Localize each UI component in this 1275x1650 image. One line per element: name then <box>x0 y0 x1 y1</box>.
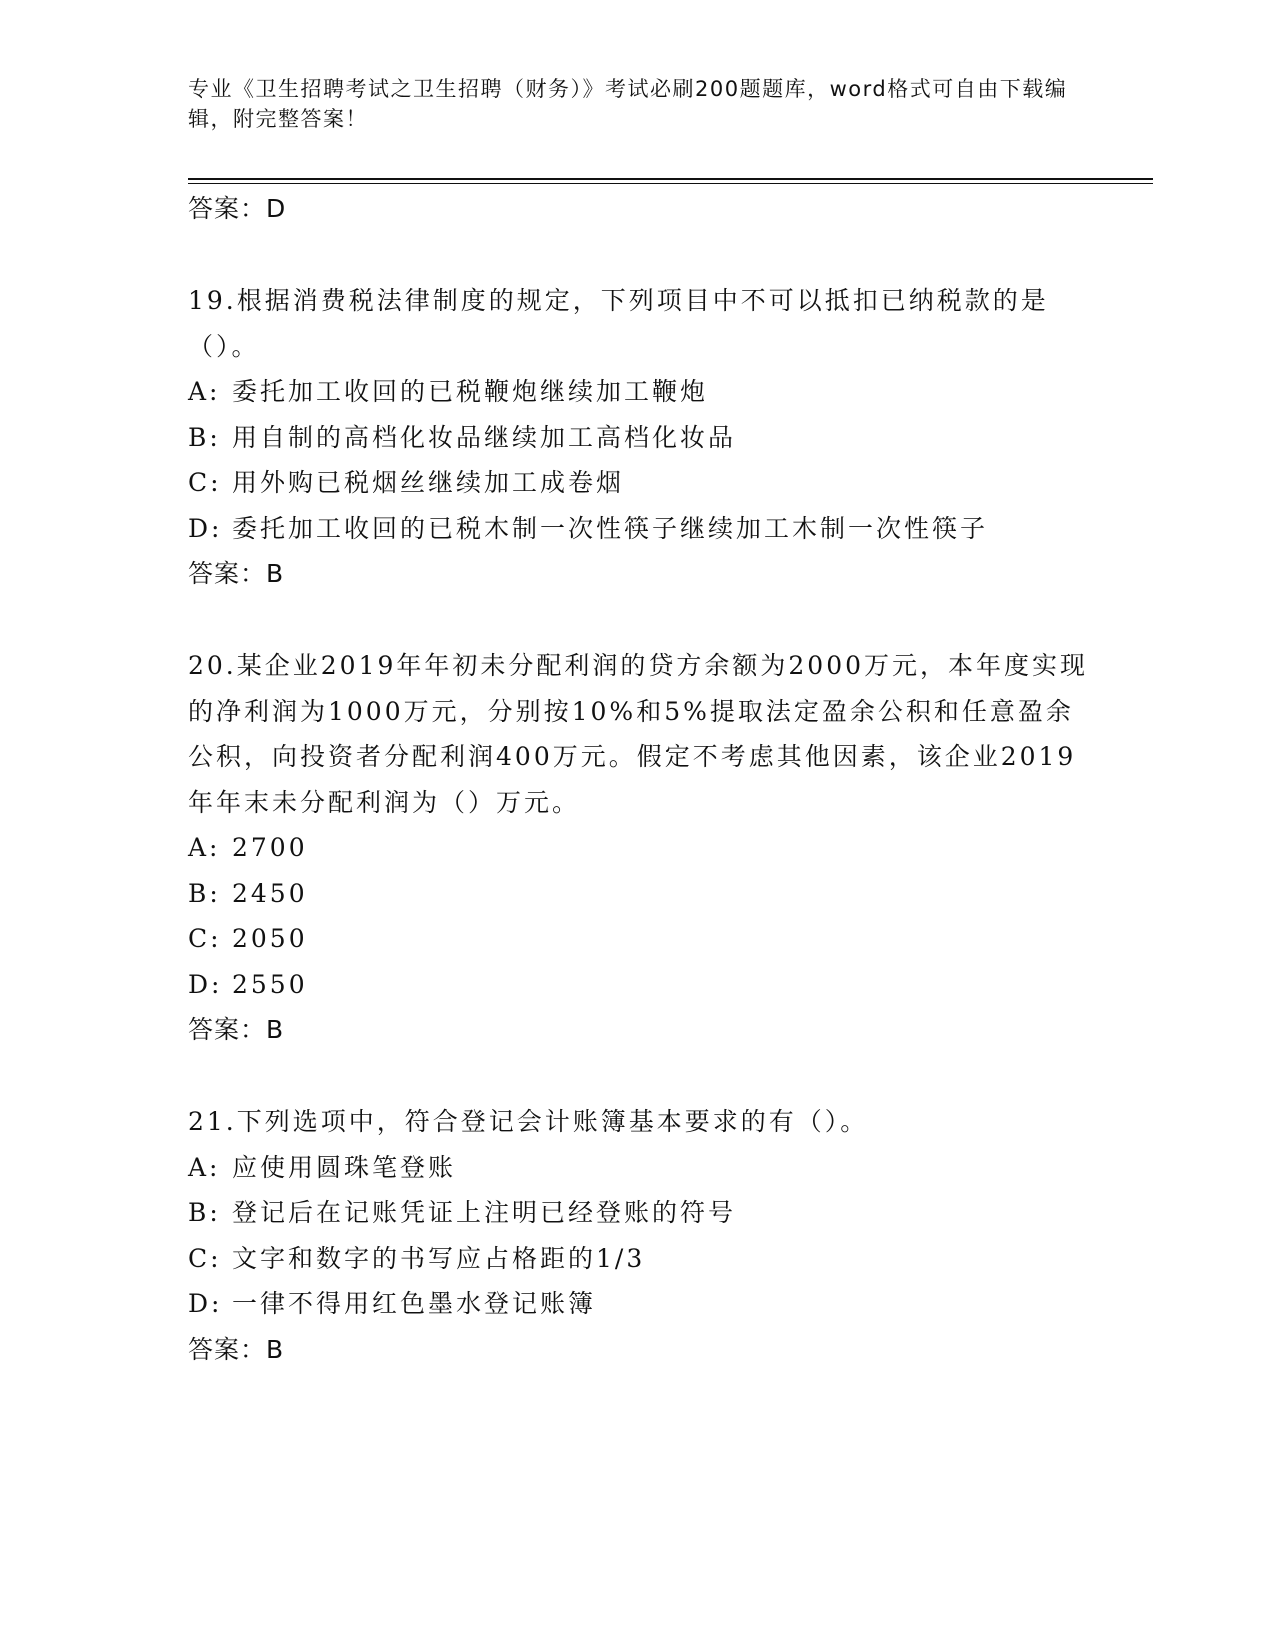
previous-answer: 答案：D <box>188 194 287 223</box>
option-letter: A: <box>188 833 221 862</box>
question-text: 20.某企业2019年年初未分配利润的贷方余额为2000万元，本年度实现的净利润为1000万元，分别按10%和5%提取法定盈余公积和任意盈余公积，向投资者分配利润400万元。假定不考虑其他因素，该企业2019年年末未分配利润为（）万元。 <box>188 651 1089 817</box>
option-letter: D: <box>188 513 223 543</box>
question-block <box>188 1099 1088 1373</box>
option-letter: A: <box>188 1152 221 1182</box>
option-d <box>188 506 1088 552</box>
option-text: 2450 <box>232 878 308 908</box>
option-text: 委托加工收回的已税木制一次性筷子继续加工木制一次性筷子 <box>232 513 989 543</box>
option-b <box>188 871 1088 917</box>
option-text: 用自制的高档化妆品继续加工高档化妆品 <box>232 422 737 452</box>
option-c <box>188 460 1088 506</box>
question-text: 19.根据消费税法律制度的规定，下列项目中不可以抵扣已纳税款的是（）。 <box>188 286 1049 361</box>
option-letter: B: <box>188 422 221 452</box>
option-a <box>188 825 1088 871</box>
option-text: 文字和数字的书写应占格距的1/3 <box>232 1243 646 1273</box>
option-a <box>188 369 1088 415</box>
page-header: 专业《卫生招聘考试之卫生招聘（财务）》考试必刷200题题库，word格式可自由下载编辑，附完整答案！ <box>188 77 1068 131</box>
option-letter: B: <box>188 878 221 908</box>
option-letter: D: <box>188 1289 223 1318</box>
option-text: 2550 <box>232 969 308 999</box>
option-c <box>188 916 1088 962</box>
option-b <box>188 1190 1088 1236</box>
option-letter: D: <box>188 969 223 999</box>
page-content <box>188 186 1088 1373</box>
question-text: 21.下列选项中，符合登记会计账簿基本要求的有（）。 <box>188 1107 869 1136</box>
option-letter: B: <box>188 1198 221 1227</box>
option-text: 2700 <box>232 833 308 862</box>
header-rule-thick <box>188 178 1153 180</box>
option-text: 一律不得用红色墨水登记账簿 <box>232 1289 597 1318</box>
question-block <box>188 643 1088 1053</box>
option-d <box>188 962 1088 1008</box>
option-text: 登记后在记账凭证上注明已经登账的符号 <box>232 1198 737 1227</box>
answer-line: 答案：B <box>188 559 285 588</box>
option-letter: C: <box>188 1243 222 1273</box>
option-letter: C: <box>188 924 222 953</box>
option-a <box>188 1145 1088 1191</box>
answer-line: 答案：B <box>188 1015 285 1044</box>
option-letter: A: <box>188 377 221 406</box>
answer-line: 答案：B <box>188 1334 285 1364</box>
option-c <box>188 1236 1088 1282</box>
question-block <box>188 278 1088 597</box>
option-text: 用外购已税烟丝继续加工成卷烟 <box>232 468 625 497</box>
option-d <box>188 1281 1088 1327</box>
option-text: 2050 <box>232 924 308 953</box>
header-rule-thin <box>188 183 1153 184</box>
option-text: 委托加工收回的已税鞭炮继续加工鞭炮 <box>232 377 709 406</box>
option-letter: C: <box>188 468 222 497</box>
option-b <box>188 415 1088 461</box>
option-text: 应使用圆珠笔登账 <box>232 1152 457 1182</box>
